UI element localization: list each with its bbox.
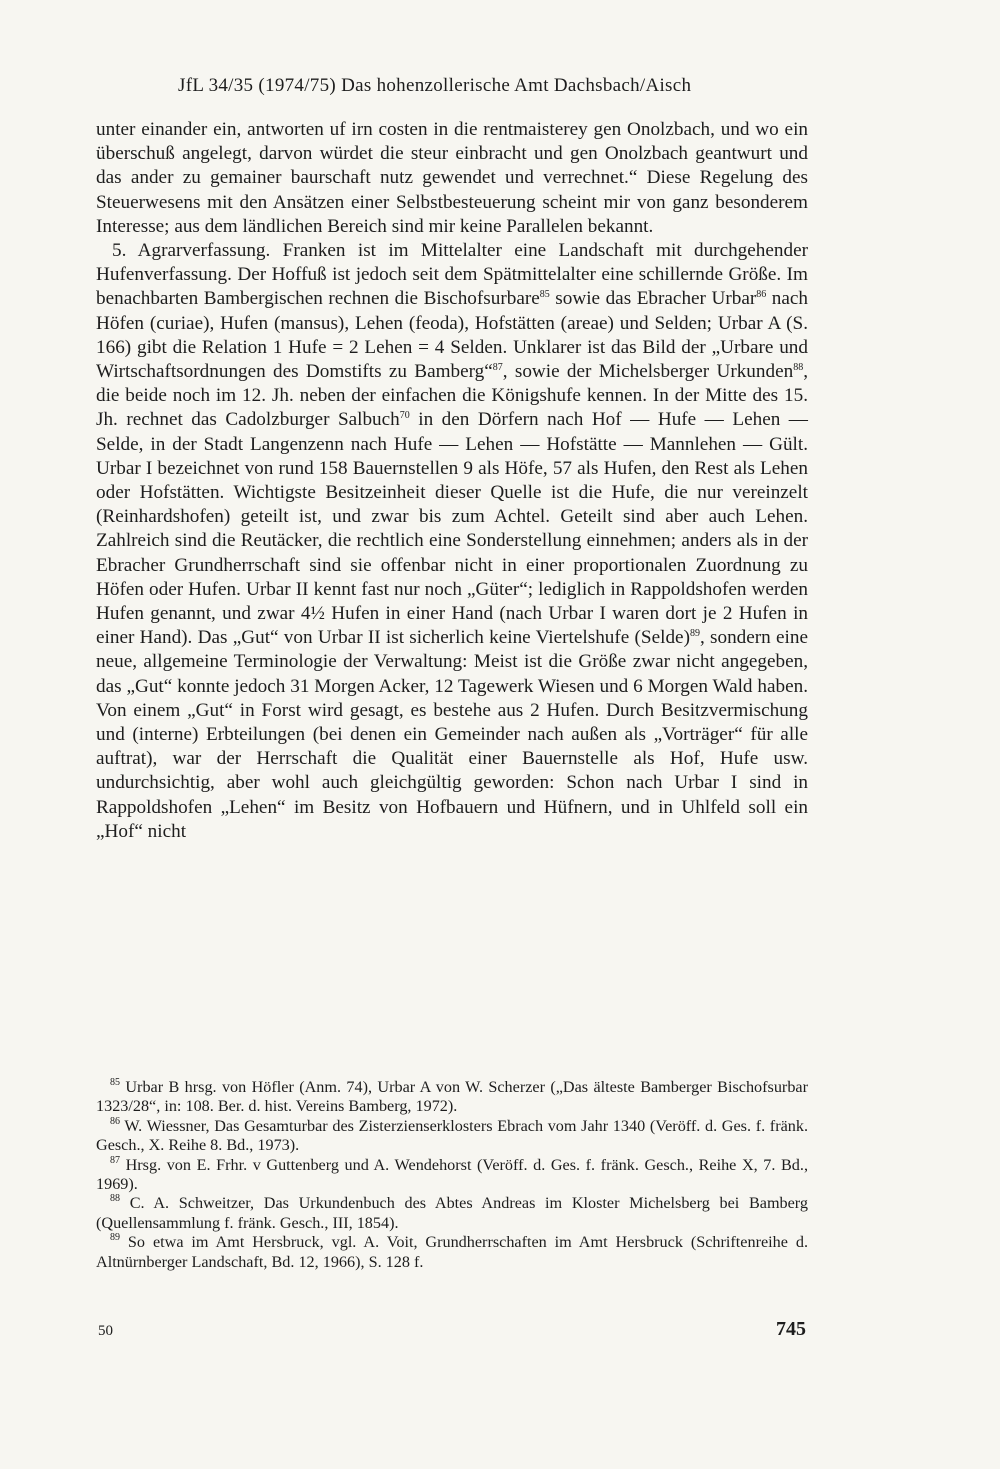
footnote-ref-86: 86 <box>756 289 767 301</box>
text-run: , sondern eine neue, allgemeine Terminologie der Verwaltung: Meist ist die Größe zwar nicht angegeben, das „Gut“ konnte jedoch 31 Morgen Acker, 12 Tagewerk Wiesen und 6 Morgen Wald haben. Von einem „Gut“ in Forst wird gesagt, es bestehe aus 2 Hufen. Durch Besitzvermischung und (interne) Erbteilungen (bei denen ein Gemeinder nach außen als „Vorträger“ für alle auftrat), war der Herrschaft die Qualität einer Bauernstelle als Hof, Hufe usw. undurchsichtig, aber wohl auch gleichgültig geworden: Schon nach Urbar I sind in Rappoldshofen „Lehen“ im Besitz von Hofbauern und Hüfnern, und in Uhlfeld soll ein „Hof“ nicht <box>96 627 808 842</box>
footnote <box>96 1078 808 1117</box>
footnote-ref-89: 89 <box>689 628 700 640</box>
footnote-number: 89 <box>110 1232 120 1244</box>
text-run: nach Höfen (curiae), Hufen (mansus), Lehen (feoda), Hofstätten (areae) und Selden; Urbar A (S. 166) gibt die Relation 1 Hufe = 2 Lehen = 4 Selden. Unklarer ist das Bild der „Urbare und Wirtschaftsordnungen des Domstifts zu Bamberg“ <box>96 288 808 383</box>
footnote-text: Hrsg. von E. Frhr. v Guttenberg und A. Wendehorst (Veröff. d. Ges. f. fränk. Gesch., Reihe X, 7. Bd., 1969). <box>96 1155 808 1194</box>
footnote <box>96 1233 808 1272</box>
page-number: 745 <box>776 1318 806 1340</box>
paragraph-agrarverfassung <box>96 239 808 844</box>
running-header: JfL 34/35 (1974/75) Das hohenzollerische Amt Dachsbach/Aisch <box>178 75 692 96</box>
footnote-number: 86 <box>110 1115 120 1127</box>
footnote-text: So etwa im Amt Hersbruck, vgl. A. Voit, Grundherrschaften im Amt Hersbruck (Schriftenreihe d. Altnürnberger Landschaft, Bd. 12, 1966), S. 128 f. <box>96 1233 808 1271</box>
paragraph-continuation: unter einander ein, antworten uf irn costen in die rentmaisterey gen Onolzbach, und wo ein überschuß angelegt, darvon würdet die steur einbracht und gen Onolzbach geantwurt und das ander zu gemainer baurschaft nutz gewendet und verrechnet.“ Diese Regelung des Steuerwesens mit den Ansätzen einer Selbstbesteuerung scheint mir von ganz besonderem Interesse; aus dem ländlichen Bereich sind mir keine Parallelen bekannt. <box>96 119 808 237</box>
footnote <box>96 1156 808 1195</box>
text-run: , die beide noch im 12. Jh. neben der einfachen die Königshufe kennen. In der Mitte des 15. Jh. rechnet das Cadolzburger Salbuch <box>96 361 808 431</box>
footnote <box>96 1117 808 1156</box>
text-run: , sowie der Michelsberger Urkunden <box>502 361 794 383</box>
footnote-number: 88 <box>110 1193 120 1205</box>
footnote-ref-88: 88 <box>793 362 804 374</box>
text-run: sowie das Ebracher Urbar <box>549 288 757 310</box>
footnote <box>96 1194 808 1233</box>
footnote-number: 87 <box>110 1154 120 1166</box>
footnote-ref-70: 70 <box>399 410 410 422</box>
footnote-ref-85: 85 <box>539 289 550 301</box>
text-run: 5. Agrarverfassung. Franken ist im Mittelalter eine Landschaft mit durchgehender Hufenverfassung. Der Hoffuß ist jedoch seit dem Spätmittelalter eine schillernde Größe. Im benachbarten Bambergischen rechnen die Bischofsurbare <box>96 240 808 310</box>
main-text <box>96 118 808 844</box>
footnote-ref-87: 87 <box>492 362 503 374</box>
footnote-text: Urbar B hrsg. von Höfler (Anm. 74), Urbar A von W. Scherzer („Das älteste Bamberger Bischofsurbar 1323/28“, in: 108. Ber. d. hist. Vereins Bamberg, 1972). <box>96 1078 808 1116</box>
printer-signature: 50 <box>98 1323 113 1339</box>
text-run: in den Dörfern nach Hof — Hufe — Lehen — Selde, in der Stadt Langenzenn nach Hufe — Lehen — Hofstätte — Mannlehen — Gült. Urbar I bezeichnet von rund 158 Bauernstellen 9 als Höfe, 57 als Hufen, den Rest als Lehen oder Hofstätten. Wichtigste Besitzeinheit dieser Quelle ist die Hufe, die nur vereinzelt (Reinhardshofen) geteilt ist, und zwar bis zum Achtel. Geteilt sind aber auch Lehen. Zahlreich sind die Reutäcker, die rechtlich eine Sonderstellung einnehmen; anders als in der Ebracher Grundherrschaft sind sie offenbar nicht in einer proportionalen Zuordnung zu Höfen oder Hufen. Urbar II kennt fast nur noch „Güter“; lediglich in Rappoldshofen werden Hufen genannt, und zwar 4½ Hufen in einer Hand (nach Urbar I waren dort je 2 Hufen in einer Hand). Das „Gut“ von Urbar II ist sicherlich keine Viertelshufe (Selde) <box>96 409 808 649</box>
footnotes <box>96 1078 808 1272</box>
footnote-number: 85 <box>110 1077 120 1088</box>
footnote-text: W. Wiessner, Das Gesamturbar des Zisterzienserklosters Ebrach vom Jahr 1340 (Veröff. d. Ges. f. fränk. Gesch., X. Reihe 8. Bd., 1973). <box>96 1116 808 1155</box>
footnote-text: C. A. Schweitzer, Das Urkundenbuch des Abtes Andreas im Kloster Michelsberg bei Bamberg (Quellensammlung f. fränk. Gesch., III, 1854). <box>96 1194 808 1232</box>
